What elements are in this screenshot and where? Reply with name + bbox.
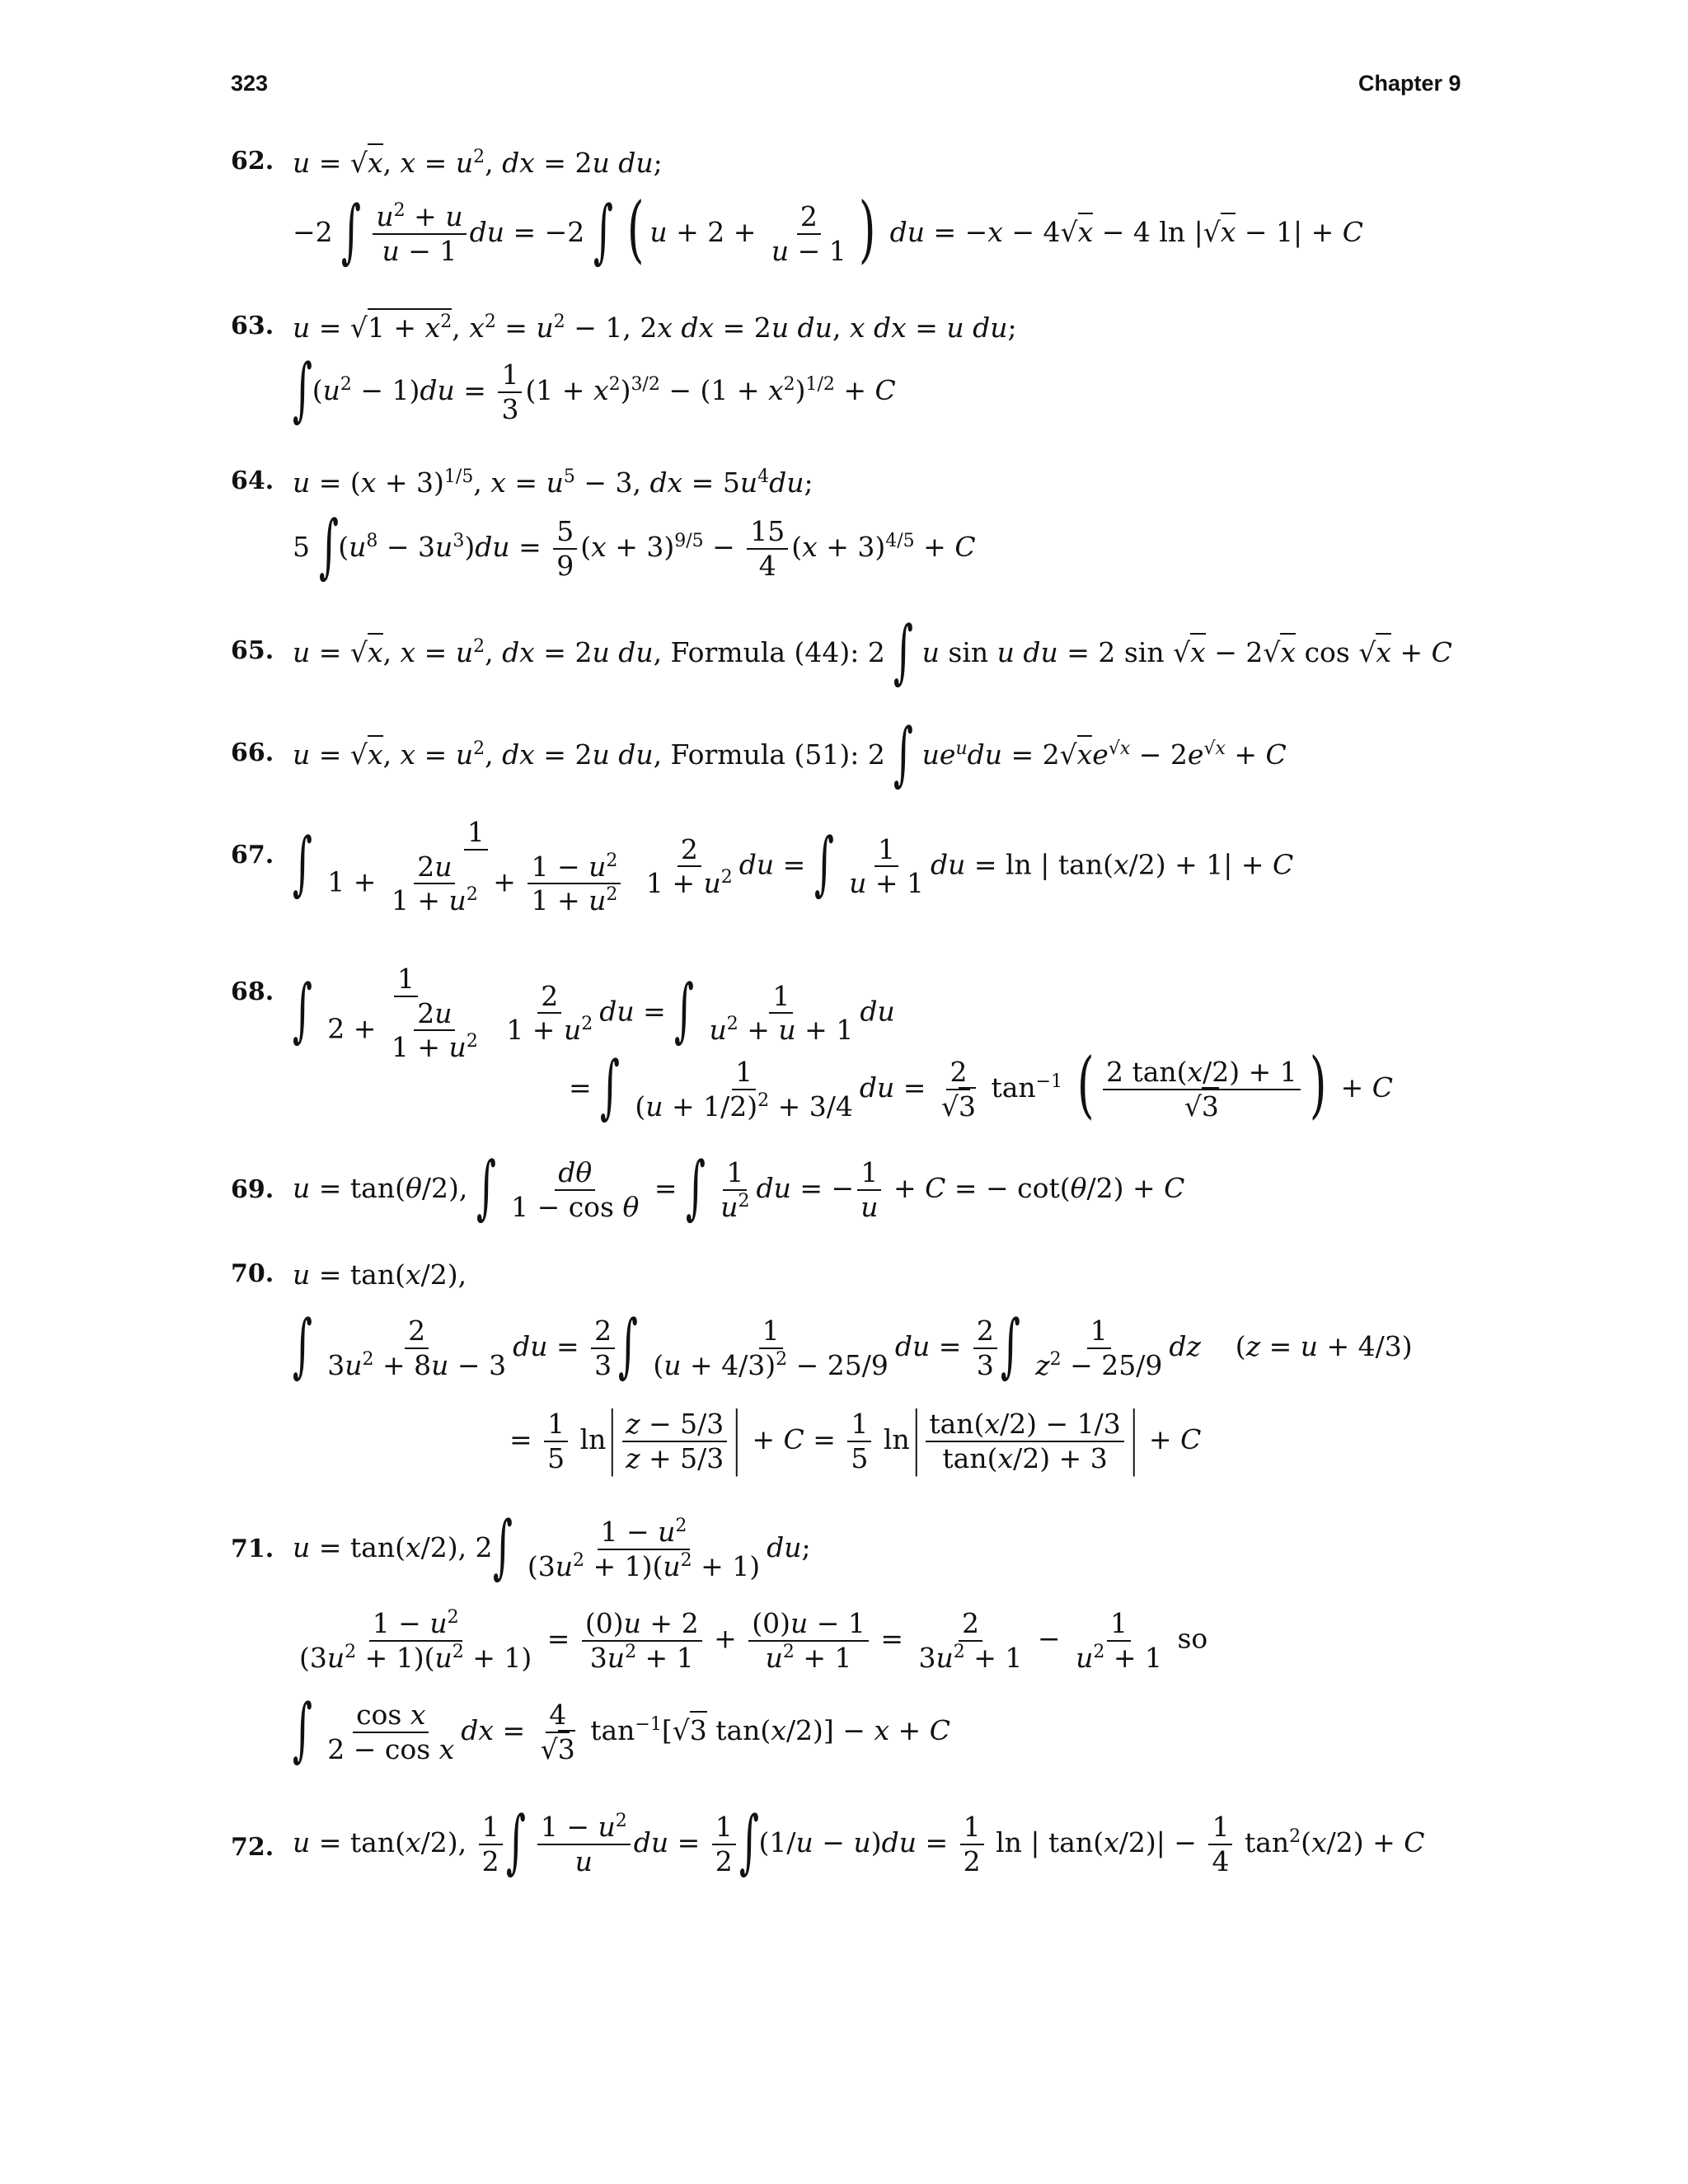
problem-number-62: 62. — [231, 147, 274, 176]
chapter-title: Chapter 9 — [1358, 71, 1461, 96]
problem-68-line2: = ∫ $\frac{1}{(u + 1/2)^2 + 3/4}$ du = $\frac{2}{√3}$ $\tan^{-1}$ ( $\frac{2 \tan(x/2) + 1}{√3}$ ) + C — [569, 1042, 1393, 1127]
problem-number-68: 68. — [231, 977, 274, 1006]
problem-64-substitution: $u = (x + 3)^{1/5}$, $x = u^5 - 3$, dx = $5u^4du$; — [293, 466, 814, 499]
problem-69-body: u = tan(θ/2), ∫ $\frac{d\theta}{\text{1 − cos θ}}$ = ∫ $\frac{1}{u^2}$ du = − $\frac{1}{u}$ + C = − cot(θ/2) + C — [293, 1146, 1185, 1227]
page-number: 323 — [231, 71, 269, 96]
problem-number-64: 64. — [231, 466, 274, 495]
problem-number-67: 67. — [231, 841, 274, 869]
problem-62-integral: −2 ∫ $\frac{u^2 + u}{u - 1}$ du = −2 ∫ ( u + 2 + $\frac{2}{u - 1}$ ) du = −x − 4√x − 4 ln |√x − 1| + C — [293, 186, 1364, 271]
problem-70-substitution: u = tan(x/2), — [293, 1258, 467, 1291]
problem-number-72: 72. — [231, 1833, 274, 1862]
problem-63-integral: $\int(u^2 - 1)du$ = $\frac{1}{3}$ $(1 + x^2)^{3/2} - (1 + x^2)^{1/2} + C$ — [292, 349, 896, 429]
problem-71-partial-fractions: $\frac{1 - u^2}{(3u^2 + 1)(u^2 + 1)}$ = $\frac{(0)u + 2}{3u^2 + 1}$ + $\frac{(0)u - 1}{u^2 + 1}$ = $\frac{2}{3u^2 + 1}$ − $\frac{1}{u^2 + 1}$ so — [299, 1607, 1208, 1674]
problem-number-69: 69. — [231, 1175, 274, 1204]
problem-number-70: 70. — [231, 1259, 274, 1288]
problem-63-substitution: $u = √1 + x^2$, $x^2 = u^2 - 1$, 2x dx = 2u du, x dx = u du; — [293, 313, 1017, 341]
problem-68-line1: ∫ 1 2 + $\frac{2u}{1 + u^2}$ $\frac{2}{1 + u^2}$ du = ∫ $\frac{1}{u^2 + u + 1}$ du — [292, 963, 895, 1064]
problem-71-substitution: u = tan(x/2), 2∫ $\frac{1 - u^2}{(3u^2 + 1)(u^2 + 1)}$ du; — [293, 1506, 811, 1586]
problem-number-66: 66. — [231, 738, 274, 767]
problem-65-body: u = √x, $x = u^2$, dx = 2u du, Formula (44): 2 ∫ u sin u du = 2 sin √x − 2√x cos √x + C — [293, 611, 1452, 691]
problem-67-body: ∫ 1 1 + $\frac{2u}{1 + u^2}$ + $\frac{1 - u^2}{1 + u^2}$ $\frac{2}{1 + u^2}$ du = ∫ $\frac{1}{u + 1}$ du = ln | tan(x/2) + 1| + C — [292, 816, 1294, 917]
problem-70-integral: ∫ $\frac{2}{3u^2 + 8u - 3}$ du = $\frac{2}{3}$ ∫ $\frac{1}{(u + 4/3)^2 - 25/9}$ du = $\frac{2}{3}$ ∫ $\frac{1}{z^2 - 25/9}$ dz (z = u + 4/3) — [292, 1305, 1413, 1385]
problem-72-body: u = tan(x/2), $\frac{1}{2}$ ∫ $\frac{1 - u^2}{u}$ du = $\frac{1}{2}$ ∫(1/u − u)du = $\frac{1}{2}$ ln | tan(x/2)| − $\frac{1}{4}$ $\tan^2(x/2) + C$ — [293, 1801, 1425, 1882]
problem-70-result: = $\frac{1}{5}$ ln| $\frac{z - 5/3}{z + 5/3}$ | + C = $\frac{1}{5}$ ln| $\frac{\tan(x/2) - 1/3}{\tan(x/2) + 3}$ | + C — [509, 1399, 1202, 1477]
problem-62-substitution: u = √x, $x = u^2$, dx = 2u du; — [293, 148, 663, 176]
problem-66-body: u = √x, $x = u^2$, dx = 2u du, Formula (51): 2 ∫ $ue^udu = 2√xe^{√x} - 2e^{√x} + C$ — [293, 713, 1287, 794]
problem-number-63: 63. — [231, 312, 274, 340]
problem-64-integral: 5 $\int(u^8 - 3u^3)du$ = $\frac{5}{9}$ $(x + 3)^{9/5}$ − $\frac{15}{4}$ $(x + 3)^{4/5} + C$ — [293, 505, 976, 586]
problem-number-65: 65. — [231, 636, 274, 665]
problem-number-71: 71. — [231, 1535, 274, 1563]
problem-71-result: ∫ $\frac{\text{cos x}}{\text{2 − cos x}}$ dx = $\frac{4}{√3}$ $\tan^{-1}[√3$ tan(x/2)] − x + C — [292, 1689, 950, 1769]
